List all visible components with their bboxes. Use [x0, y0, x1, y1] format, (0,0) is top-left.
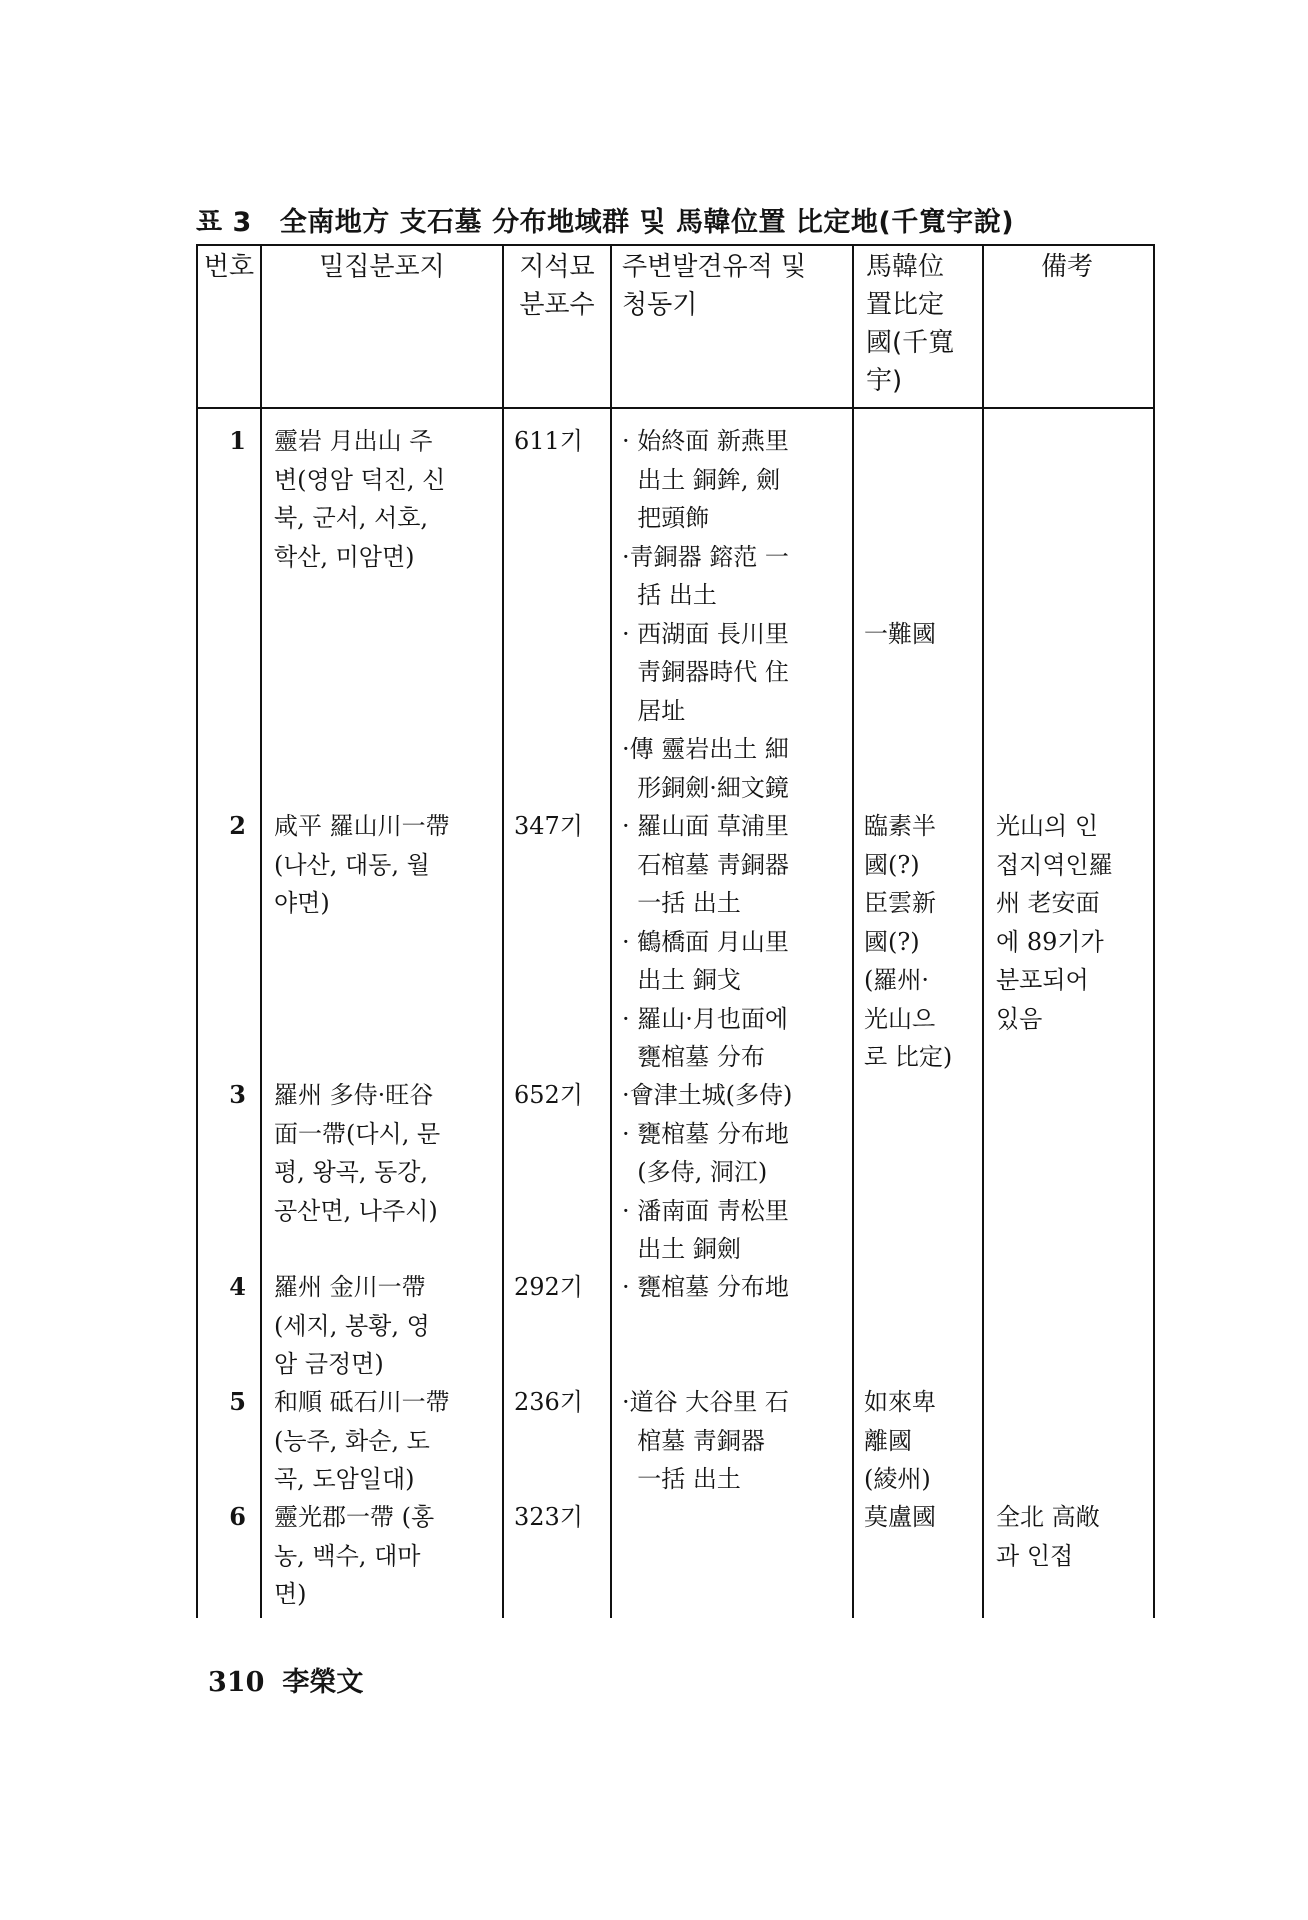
- count-cell: 292기: [514, 1273, 583, 1301]
- header-area: [262, 246, 502, 286]
- cell-line: 石棺墓 靑銅器: [622, 850, 789, 879]
- cell-line: 있음: [996, 1004, 1043, 1033]
- cell-line: 지석묘: [519, 252, 595, 282]
- cell-line: · 甕棺墓 分布地: [622, 1273, 789, 1301]
- data-table: [196, 244, 1155, 1618]
- author-name: 李榮文: [282, 1667, 364, 1698]
- cell-line: 공산면, 나주시): [274, 1196, 438, 1225]
- cell-line: 분포수: [519, 290, 595, 320]
- cell-line: 出土 銅鉾, 劍: [622, 465, 781, 494]
- count-cell: 236기: [514, 1388, 583, 1416]
- sites-cell: [612, 1383, 852, 1499]
- cell-line: · 羅山面 草浦里: [622, 812, 789, 840]
- cell-line: ·道谷 大谷里 石: [622, 1388, 789, 1416]
- count-cell: 323기: [514, 1503, 583, 1531]
- cell-line: ·會津土城(多侍): [622, 1081, 793, 1109]
- cell-line: 羅州 多侍·旺谷: [274, 1081, 434, 1109]
- cell-line: (능주, 화순, 도: [274, 1426, 430, 1455]
- cell-line: [864, 499, 982, 538]
- cell-line: (多侍, 洞江): [622, 1158, 768, 1186]
- cell-line: 全北 高敞: [996, 1503, 1100, 1531]
- cell-line: 面一帶(다시, 문: [274, 1119, 441, 1148]
- table-number: 표 3: [196, 207, 252, 238]
- row-number: 6: [229, 1502, 246, 1531]
- note-cell: [984, 807, 1150, 1038]
- header-note: [984, 246, 1150, 286]
- row-number: 5: [229, 1387, 246, 1416]
- cell-line: 靈岩 月出山 주: [274, 427, 433, 455]
- cell-line: 면): [274, 1580, 307, 1608]
- cell-line: 國(千寬: [866, 328, 955, 358]
- cell-line: 離國: [864, 1426, 912, 1455]
- table-caption: [196, 200, 1014, 239]
- cell-line: [864, 422, 982, 461]
- count-cell: 652기: [514, 1081, 583, 1109]
- cell-line: 청동기: [622, 290, 698, 320]
- area-cell: [262, 1498, 502, 1614]
- cell-line: (세지, 봉황, 영: [274, 1311, 430, 1340]
- cell-line: [864, 461, 982, 500]
- cell-line: 一括 出土: [622, 889, 741, 917]
- sites-cell: [612, 422, 852, 807]
- cell-line: · 潘南面 靑松里: [622, 1196, 789, 1225]
- cell-line: 臨素半: [864, 812, 936, 840]
- cell-line: · 羅山·月也面에: [622, 1004, 789, 1033]
- cell-line: 암 금정면): [274, 1350, 384, 1378]
- cell-line: 번호: [203, 252, 255, 282]
- cell-line: 莫盧國: [864, 1503, 936, 1531]
- header-no: [198, 246, 260, 286]
- header-divider: [198, 407, 1153, 409]
- cell-line: (綾州): [864, 1465, 931, 1493]
- area-cell: [262, 1076, 502, 1230]
- row-number: 2: [229, 811, 246, 840]
- cell-line: (羅州·: [864, 966, 929, 994]
- header-count: [504, 246, 610, 324]
- cell-line: 주변발견유적 및: [622, 252, 807, 282]
- cell-line: 咸平 羅山川一帶: [274, 812, 450, 840]
- cell-line: 居址: [622, 696, 686, 725]
- header-mahan: [854, 246, 982, 400]
- cell-line: [864, 538, 982, 577]
- cell-line: · 甕棺墓 分布地: [622, 1119, 789, 1148]
- cell-line: 에 89기가: [996, 927, 1104, 956]
- area-cell: [262, 1268, 502, 1384]
- cell-line: 변(영암 덕진, 신: [274, 465, 446, 494]
- cell-line: (나산, 대동, 월: [274, 850, 430, 879]
- row-number: 3: [229, 1080, 246, 1109]
- mahan-cell: [854, 422, 982, 653]
- cell-line: 備考: [1040, 252, 1093, 282]
- sites-cell: [612, 807, 852, 1077]
- mahan-cell: [854, 1383, 982, 1499]
- cell-line: 州 老安面: [996, 889, 1100, 917]
- cell-line: 國(?): [864, 850, 920, 879]
- cell-line: 馬韓位: [866, 252, 945, 282]
- mahan-cell: [854, 807, 982, 1077]
- cell-line: 접지역인羅: [996, 850, 1113, 879]
- cell-line: 光山으: [864, 1004, 936, 1033]
- cell-line: 臣雲新: [864, 889, 936, 917]
- cell-line: ·靑銅器 鎔范 一: [622, 542, 789, 571]
- header-sites: [612, 246, 852, 324]
- cell-line: 如來卑: [864, 1388, 936, 1416]
- cell-line: 一難國: [864, 619, 936, 648]
- cell-line: 羅州 金川一帶: [274, 1273, 426, 1301]
- cell-line: 和順 砥石川一帶: [274, 1388, 450, 1416]
- cell-line: 북, 군서, 서호,: [274, 504, 429, 532]
- cell-line: 出土 銅戈: [622, 966, 741, 994]
- cell-line: 光山의 인: [996, 812, 1098, 840]
- page-footer: [208, 1660, 363, 1699]
- cell-line: 밀집분포지: [319, 252, 445, 282]
- cell-line: 把頭飾: [622, 504, 710, 532]
- cell-line: 곡, 도암일대): [274, 1465, 415, 1493]
- cell-line: 분포되어: [996, 966, 1089, 994]
- cell-line: ·傳 靈岩出土 細: [622, 735, 789, 763]
- row-number: 4: [229, 1272, 246, 1301]
- note-cell: [984, 1498, 1150, 1575]
- cell-line: · 西湖面 長川里: [622, 619, 789, 648]
- area-cell: [262, 422, 502, 576]
- cell-line: 과 인접: [996, 1541, 1074, 1570]
- cell-line: [864, 576, 982, 615]
- cell-line: 靈光郡一帶 (홍: [274, 1503, 435, 1531]
- sites-cell: [612, 1268, 852, 1307]
- cell-line: 평, 왕곡, 동강,: [274, 1158, 429, 1186]
- cell-line: 出土 銅劍: [622, 1235, 741, 1263]
- cell-line: 靑銅器時代 住: [622, 658, 789, 686]
- page-number: 310: [208, 1667, 265, 1698]
- area-cell: [262, 1383, 502, 1499]
- cell-line: · 始終面 新燕里: [622, 427, 789, 455]
- area-cell: [262, 807, 502, 923]
- cell-line: 括 出土: [622, 581, 717, 609]
- cell-line: 甕棺墓 分布: [622, 1043, 765, 1071]
- cell-line: 國(?): [864, 927, 920, 956]
- cell-line: 形銅劍·細文鏡: [622, 773, 789, 802]
- row-number: 1: [229, 426, 246, 455]
- count-cell: 347기: [514, 812, 583, 840]
- cell-line: 一括 出土: [622, 1465, 741, 1493]
- cell-line: · 鶴橋面 月山里: [622, 927, 789, 956]
- cell-line: 로 比定): [864, 1043, 953, 1071]
- cell-line: 置比定: [866, 290, 945, 320]
- count-cell: 611기: [514, 427, 583, 455]
- cell-line: 야면): [274, 889, 330, 917]
- cell-line: 宇): [866, 366, 903, 396]
- table-title: 全南地方 支石墓 分布地域群 및 馬韓位置 比定地(千寬宇說): [279, 207, 1015, 238]
- cell-line: 棺墓 靑銅器: [622, 1426, 765, 1455]
- cell-line: 농, 백수, 대마: [274, 1541, 421, 1570]
- cell-line: 학산, 미암면): [274, 542, 415, 571]
- sites-cell: [612, 1076, 852, 1269]
- mahan-cell: [854, 1498, 982, 1537]
